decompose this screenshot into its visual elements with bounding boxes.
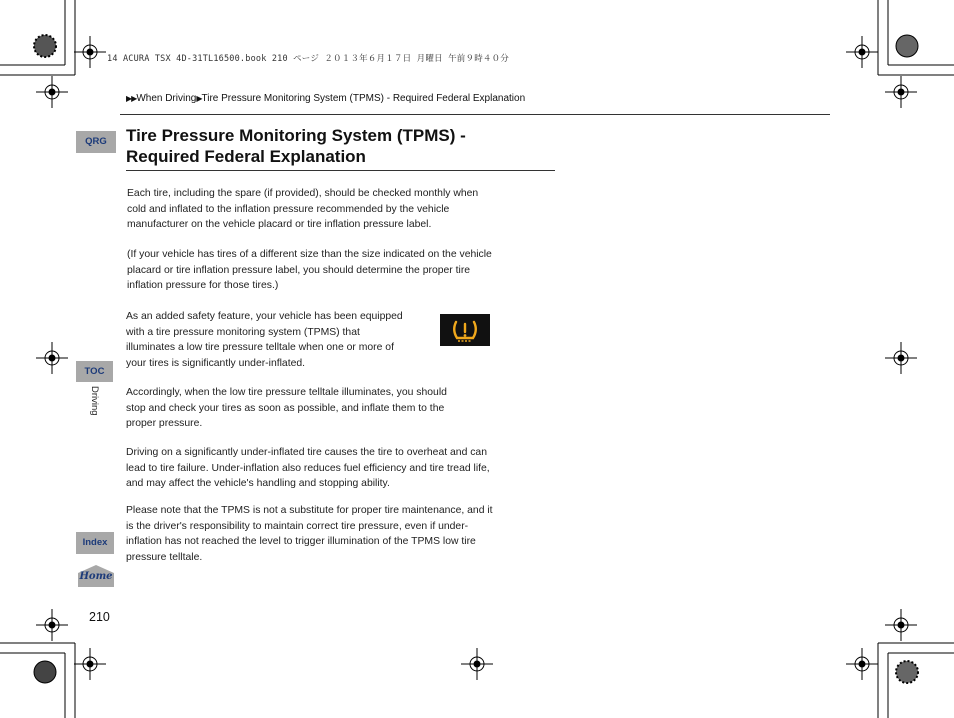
- paragraph-under-inflated: [126, 445, 490, 492]
- home-label: Home: [79, 571, 113, 582]
- tpms-telltale-icon: [440, 314, 490, 346]
- text-line: inflation has not reached the level to trigger illumination of the TPMS low tire: [126, 536, 476, 548]
- text-line: Driving on a significantly under-inflated tire causes the tire to overheat and can: [126, 447, 487, 458]
- paragraph-different-size: [127, 247, 492, 294]
- toc-tab[interactable]: TOC: [76, 361, 113, 382]
- breadcrumb-section[interactable]: When Driving: [136, 93, 197, 104]
- index-tab[interactable]: Index: [76, 532, 114, 554]
- breadcrumb-current: Tire Pressure Monitoring System (TPMS) - Required Federal Explanation: [201, 93, 526, 104]
- text-line: is the driver's responsibility to maintain correct tire pressure, even if under-: [126, 520, 469, 532]
- text-line: proper pressure.: [126, 418, 203, 430]
- text-line: Please note that the TPMS is not a substitute for proper tire maintenance, and it: [126, 505, 493, 516]
- text-line: Accordingly, when the low tire pressure telltale illuminates, you should: [126, 387, 447, 398]
- breadcrumb-arrows-icon: ▶▶: [126, 94, 137, 103]
- paragraph-not-substitute: [126, 503, 493, 565]
- header-rule: [120, 114, 830, 115]
- text-line: with a tire pressure monitoring system (TPMS) that: [126, 326, 360, 338]
- paragraph-safety-feature: [126, 309, 403, 371]
- text-line: Each tire, including the spare (if provided), should be checked monthly when: [127, 188, 479, 199]
- text-line: As an added safety feature, your vehicle has been equipped: [126, 311, 403, 322]
- breadcrumb-separator-icon: ▶: [196, 94, 202, 103]
- text-line: manufacturer on the vehicle placard or tire inflation pressure label.: [127, 219, 432, 231]
- text-line: illuminates a low tire pressure telltale when one or more of: [126, 342, 394, 354]
- page-title-line-2: Required Federal Explanation: [126, 147, 366, 166]
- tpms-warning-icon: [440, 314, 490, 346]
- title-rule: [126, 170, 555, 171]
- paragraph-monthly-check: [127, 186, 478, 233]
- home-button[interactable]: [76, 565, 116, 587]
- text-line: lead to tire failure. Under-inflation also reduces fuel efficiency and tire tread life,: [126, 462, 490, 474]
- qrg-tab[interactable]: QRG: [76, 131, 116, 153]
- text-line: your tires is significantly under-inflated.: [126, 357, 306, 369]
- text-line: (If your vehicle has tires of a different size than the size indicated on the vehicle: [127, 249, 492, 260]
- page-title-line-1: Tire Pressure Monitoring System (TPMS) -: [126, 126, 466, 145]
- print-file-info: 14 ACURA TSX 4D-31TL16500.book 210 ページ ２０１３年６月１７日 月曜日 午前９時４０分: [107, 54, 509, 64]
- text-line: cold and inflated to the inflation pressure recommended by the vehicle: [127, 203, 450, 215]
- section-label-driving: Driving: [89, 386, 100, 416]
- text-line: pressure telltale.: [126, 551, 203, 563]
- text-line: stop and check your tires as soon as possible, and inflate them to the: [126, 402, 445, 414]
- paragraph-telltale-illuminates: [126, 385, 447, 432]
- page-title: [126, 125, 556, 167]
- text-line: and may affect the vehicle's handling and stopping ability.: [126, 478, 390, 490]
- text-line: placard or tire inflation pressure label, you should determine the proper tire: [127, 264, 471, 276]
- breadcrumb: [126, 93, 525, 104]
- text-line: inflation pressure for those tires.): [127, 280, 279, 292]
- page-number: 210: [89, 610, 110, 624]
